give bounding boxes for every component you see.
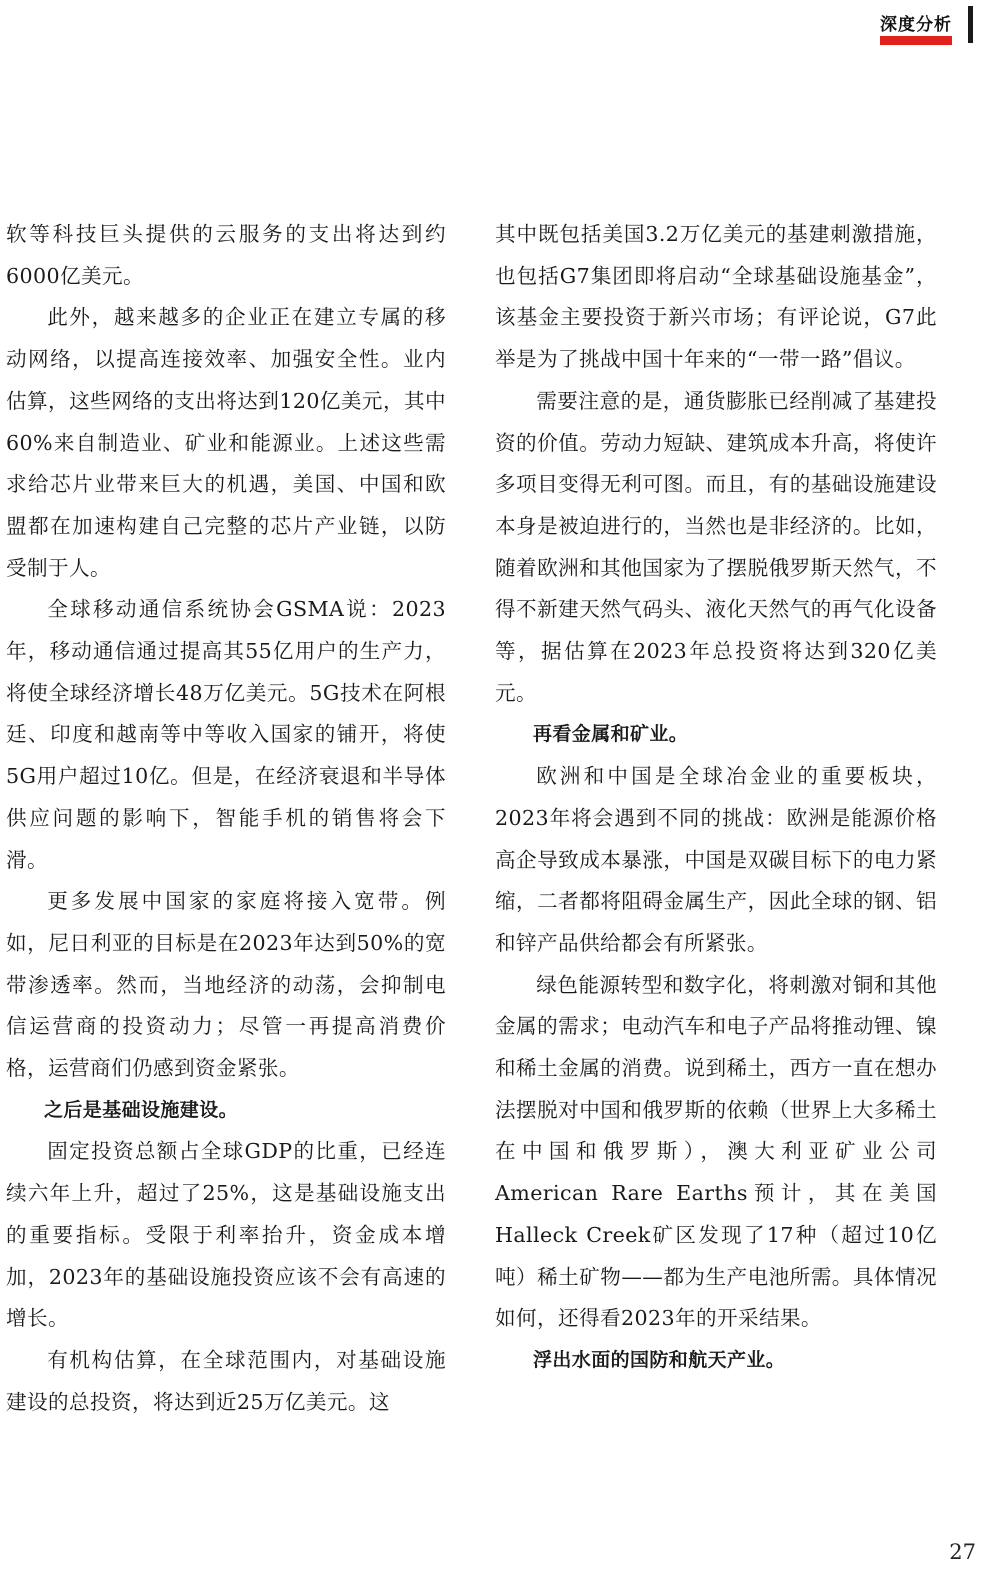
page-number: 27	[949, 1540, 976, 1564]
subheading: 之后是基础设施建设。	[44, 1098, 239, 1121]
paragraph: 欧洲和中国是全球冶金业的重要板块，2023年将会遇到不同的挑战：欧洲是能源价格高企导致成本暴涨，中国是双碳目标下的电力紧缩，二者都将阻碍金属生产，因此全球的钢、铝和锌产品供给都会有所紧张。	[495, 764, 937, 955]
page-edge-bar	[968, 6, 973, 43]
paragraph: 有机构估算，在全球范围内，对基础设施建设的总投资，将达到近25万亿美元。这	[6, 1347, 446, 1414]
paragraph: 绿色能源转型和数字化，将刺激对铜和其他金属的需求；电动汽车和电子产品将推动锂、镍和稀土金属的消费。说到稀土，西方一直在想办法摆脱对中国和俄罗斯的依赖（世界上大多稀土在中国和俄罗斯），澳大利亚矿业公司American Rare Earths预计，其在美国Halleck Creek矿区发现了17种（超过10亿吨）稀土矿物——都为生产电池所需。具体情况如何，还得看2023年的开采结果。	[495, 972, 937, 1331]
subheading: 浮出水面的国防和航天产业。	[533, 1348, 786, 1371]
section-tag	[880, 10, 960, 35]
section-title: 深度分析	[880, 15, 952, 35]
paragraph: 全球移动通信系统协会GSMA说：2023年，移动通信通过提高其55亿用户的生产力，将使全球经济增长48万亿美元。5G技术在阿根廷、印度和越南等中等收入国家的铺开，将使5G用户超过10亿。但是，在经济衰退和半导体供应问题的影响下，智能手机的销售将会下滑。	[6, 597, 446, 872]
paragraph: 更多发展中国家的家庭将接入宽带。例如，尼日利亚的目标是在2023年达到50%的宽带渗透率。然而，当地经济的动荡，会抑制电信运营商的投资动力；尽管一再提高消费价格，运营商们仍感到资金紧张。	[6, 889, 446, 1081]
paragraph: 软等科技巨头提供的云服务的支出将达到约6000亿美元。	[6, 222, 446, 288]
paragraph: 此外，越来越多的企业正在建立专属的移动网络，以提高连接效率、加强安全性。业内估算，这些网络的支出将达到120亿美元，其中60%来自制造业、矿业和能源业。上述这些需求给芯片业带来巨大的机遇，美国、中国和欧盟都在加速构建自己完整的芯片产业链，以防受制于人。	[6, 305, 446, 580]
right-column	[495, 214, 937, 1382]
paragraph: 其中既包括美国3.2万亿美元的基建刺激措施，也包括G7集团即将启动“全球基础设施基金”，该基金主要投资于新兴市场；有评论说，G7此举是为了挑战中国十年来的“一带一路”倡议。	[495, 222, 937, 372]
section-accent-bar	[880, 36, 952, 45]
subheading: 再看金属和矿业。	[533, 723, 689, 746]
left-column	[6, 214, 446, 1423]
paragraph: 需要注意的是，通货膨胀已经削减了基建投资的价值。劳动力短缺、建筑成本升高，将使许多项目变得无利可图。而且，有的基础设施建设本身是被迫进行的，当然也是非经济的。比如，随着欧洲和其他国家为了摆脱俄罗斯天然气，不得不新建天然气码头、液化天然气的再气化设备等，据估算在2023年总投资将达到320亿美元。	[495, 388, 937, 705]
paragraph: 固定投资总额占全球GDP的比重，已经连续六年上升，超过了25%，这是基础设施支出的重要指标。受限于利率抬升，资金成本增加，2023年的基础设施投资应该不会有高速的增长。	[6, 1139, 446, 1331]
